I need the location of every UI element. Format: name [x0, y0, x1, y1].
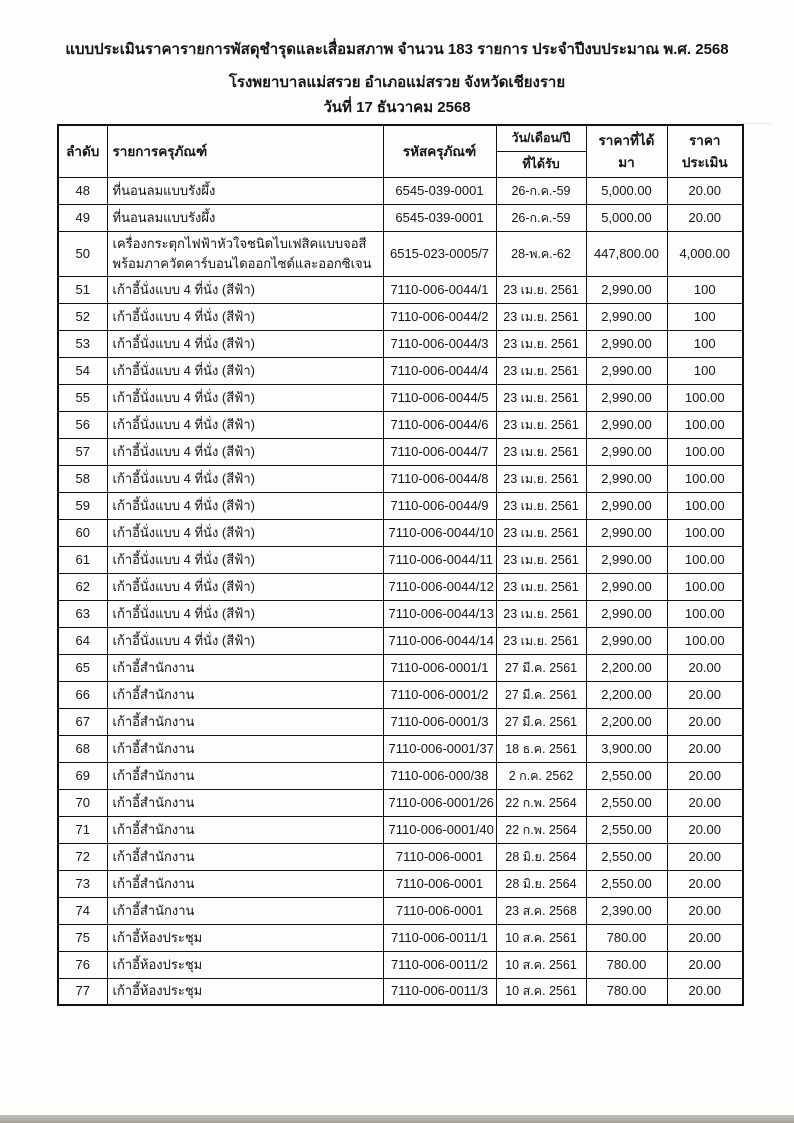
cell-no: 59 — [58, 492, 107, 519]
cell-code: 7110-006-0044/12 — [383, 573, 496, 600]
cell-item: เก้าอี้นั่งแบบ 4 ที่นั่ง (สีฟ้า) — [107, 384, 383, 411]
cell-date: 23 เม.ย. 2561 — [496, 276, 586, 303]
cell-no: 56 — [58, 411, 107, 438]
cell-assessed: 4,000.00 — [667, 231, 743, 276]
table-row — [58, 843, 743, 870]
cell-code: 7110-006-0044/3 — [383, 330, 496, 357]
table-header-row — [58, 125, 743, 151]
cell-code: 7110-006-0001/37 — [383, 735, 496, 762]
cell-item: เก้าอี้นั่งแบบ 4 ที่นั่ง (สีฟ้า) — [107, 438, 383, 465]
cell-item: เก้าอี้ห้องประชุม — [107, 924, 383, 951]
cell-code: 7110-006-0011/3 — [383, 978, 496, 1005]
table-row — [58, 177, 743, 204]
cell-no: 75 — [58, 924, 107, 951]
cell-acquired: 2,200.00 — [586, 681, 667, 708]
cell-date: 23 เม.ย. 2561 — [496, 546, 586, 573]
cell-assessed: 100.00 — [667, 384, 743, 411]
table-row — [58, 627, 743, 654]
cell-assessed: 20.00 — [667, 978, 743, 1005]
document-subtitle: โรงพยาบาลแม่สรวย อำเภอแม่สรวย จังหวัดเชียงราย — [228, 74, 566, 91]
cell-code: 6515-023-0005/7 — [383, 231, 496, 276]
cell-code: 7110-006-0001 — [383, 843, 496, 870]
cell-no: 77 — [58, 978, 107, 1005]
cell-item: เครื่องกระตุกไฟฟ้าหัวใจชนิดไบเฟสิคแบบจอสี พร้อมภาควัดคาร์บอนไดออกไซด์และออกซิเจน — [107, 231, 383, 276]
document-header — [0, 0, 794, 119]
cell-item: เก้าอี้นั่งแบบ 4 ที่นั่ง (สีฟ้า) — [107, 303, 383, 330]
document-date: วันที่ 17 ธันวาคม 2568 — [323, 99, 471, 116]
table-row — [58, 708, 743, 735]
cell-acquired: 2,550.00 — [586, 870, 667, 897]
cell-date: 23 เม.ย. 2561 — [496, 303, 586, 330]
cell-assessed: 100 — [667, 276, 743, 303]
cell-date: 10 ส.ค. 2561 — [496, 924, 586, 951]
cell-item: เก้าอี้สำนักงาน — [107, 843, 383, 870]
cell-item: เก้าอี้นั่งแบบ 4 ที่นั่ง (สีฟ้า) — [107, 546, 383, 573]
cell-no: 58 — [58, 465, 107, 492]
cell-assessed: 20.00 — [667, 924, 743, 951]
cell-assessed: 20.00 — [667, 681, 743, 708]
cell-date: 23 เม.ย. 2561 — [496, 600, 586, 627]
cell-date: 2 ก.ค. 2562 — [496, 762, 586, 789]
cell-item: เก้าอี้สำนักงาน — [107, 789, 383, 816]
cell-assessed: 100 — [667, 357, 743, 384]
cell-item: เก้าอี้นั่งแบบ 4 ที่นั่ง (สีฟ้า) — [107, 600, 383, 627]
table-row — [58, 231, 743, 276]
cell-date: 26-ก.ค.-59 — [496, 177, 586, 204]
document-title: แบบประเมินราคารายการพัสดุชำรุดและเสื่อมสภาพ จำนวน 183 รายการ ประจำปีงบประมาณ พ.ศ. 2568 — [65, 41, 729, 58]
cell-item: เก้าอี้นั่งแบบ 4 ที่นั่ง (สีฟ้า) — [107, 492, 383, 519]
cell-date: 23 เม.ย. 2561 — [496, 465, 586, 492]
cell-no: 73 — [58, 870, 107, 897]
cell-code: 7110-006-0044/7 — [383, 438, 496, 465]
cell-code: 7110-006-0011/2 — [383, 951, 496, 978]
cell-no: 61 — [58, 546, 107, 573]
cell-code: 6545-039-0001 — [383, 204, 496, 231]
cell-assessed: 100.00 — [667, 492, 743, 519]
cell-no: 55 — [58, 384, 107, 411]
cell-date: 23 เม.ย. 2561 — [496, 330, 586, 357]
cell-code: 7110-006-0044/14 — [383, 627, 496, 654]
cell-acquired: 780.00 — [586, 951, 667, 978]
cell-code: 7110-006-0044/8 — [383, 465, 496, 492]
cell-assessed: 20.00 — [667, 816, 743, 843]
cell-acquired: 2,990.00 — [586, 438, 667, 465]
cell-no: 71 — [58, 816, 107, 843]
cell-no: 68 — [58, 735, 107, 762]
cell-item: เก้าอี้นั่งแบบ 4 ที่นั่ง (สีฟ้า) — [107, 330, 383, 357]
table-row — [58, 519, 743, 546]
cell-acquired: 2,550.00 — [586, 843, 667, 870]
asset-table — [57, 124, 744, 1006]
cell-assessed: 20.00 — [667, 870, 743, 897]
table-body — [58, 177, 743, 1005]
cell-date: 22 ก.พ. 2564 — [496, 789, 586, 816]
cell-code: 7110-006-0044/2 — [383, 303, 496, 330]
cell-no: 65 — [58, 654, 107, 681]
cell-code: 7110-006-0011/1 — [383, 924, 496, 951]
cell-assessed: 20.00 — [667, 762, 743, 789]
cell-acquired: 2,990.00 — [586, 384, 667, 411]
cell-item: ที่นอนลมแบบรังผึ้ง — [107, 177, 383, 204]
cell-acquired: 2,990.00 — [586, 519, 667, 546]
cell-assessed: 100.00 — [667, 600, 743, 627]
cell-code: 7110-006-0044/4 — [383, 357, 496, 384]
cell-item: เก้าอี้สำนักงาน — [107, 870, 383, 897]
cell-assessed: 100.00 — [667, 546, 743, 573]
cell-assessed: 100.00 — [667, 465, 743, 492]
header-assessed-price: ราคาประเมิน — [667, 125, 743, 177]
cell-assessed: 20.00 — [667, 177, 743, 204]
cell-date: 23 เม.ย. 2561 — [496, 438, 586, 465]
cell-date: 27 มี.ค. 2561 — [496, 708, 586, 735]
cell-acquired: 2,200.00 — [586, 654, 667, 681]
table-row — [58, 978, 743, 1005]
cell-code: 7110-006-0001/1 — [383, 654, 496, 681]
cell-no: 48 — [58, 177, 107, 204]
cell-item: ที่นอนลมแบบรังผึ้ง — [107, 204, 383, 231]
cell-item: เก้าอี้สำนักงาน — [107, 681, 383, 708]
cell-no: 63 — [58, 600, 107, 627]
cell-item: เก้าอี้นั่งแบบ 4 ที่นั่ง (สีฟ้า) — [107, 465, 383, 492]
cell-item: เก้าอี้นั่งแบบ 4 ที่นั่ง (สีฟ้า) — [107, 519, 383, 546]
cell-no: 54 — [58, 357, 107, 384]
cell-acquired: 780.00 — [586, 924, 667, 951]
cell-item: เก้าอี้นั่งแบบ 4 ที่นั่ง (สีฟ้า) — [107, 627, 383, 654]
table-row — [58, 546, 743, 573]
cell-code: 6545-039-0001 — [383, 177, 496, 204]
table-header — [58, 125, 743, 177]
cell-acquired: 5,000.00 — [586, 204, 667, 231]
table-row — [58, 735, 743, 762]
cell-acquired: 2,990.00 — [586, 627, 667, 654]
cell-date: 23 เม.ย. 2561 — [496, 519, 586, 546]
cell-date: 23 เม.ย. 2561 — [496, 384, 586, 411]
scan-edge-shadow — [0, 1115, 794, 1123]
cell-acquired: 2,990.00 — [586, 357, 667, 384]
cell-code: 7110-006-0001/2 — [383, 681, 496, 708]
header-code: รหัสครุภัณฑ์ — [383, 125, 496, 177]
cell-acquired: 447,800.00 — [586, 231, 667, 276]
header-acquired-price: ราคาที่ได้มา — [586, 125, 667, 177]
cell-no: 50 — [58, 231, 107, 276]
header-date-line2: ที่ได้รับ — [496, 151, 586, 177]
table-row — [58, 384, 743, 411]
cell-assessed: 100.00 — [667, 438, 743, 465]
cell-no: 51 — [58, 276, 107, 303]
table-row — [58, 924, 743, 951]
cell-code: 7110-006-0001 — [383, 870, 496, 897]
cell-code: 7110-006-0044/9 — [383, 492, 496, 519]
header-date-line1: วัน/เดือน/ปี — [496, 125, 586, 151]
cell-no: 72 — [58, 843, 107, 870]
cell-no: 66 — [58, 681, 107, 708]
cell-no: 64 — [58, 627, 107, 654]
table-row — [58, 357, 743, 384]
cell-assessed: 100.00 — [667, 519, 743, 546]
cell-date: 23 ส.ค. 2568 — [496, 897, 586, 924]
cell-assessed: 20.00 — [667, 951, 743, 978]
cell-date: 27 มี.ค. 2561 — [496, 654, 586, 681]
cell-item: เก้าอี้นั่งแบบ 4 ที่นั่ง (สีฟ้า) — [107, 276, 383, 303]
table-row — [58, 789, 743, 816]
cell-item: เก้าอี้สำนักงาน — [107, 816, 383, 843]
cell-assessed: 100 — [667, 330, 743, 357]
cell-acquired: 2,550.00 — [586, 789, 667, 816]
cell-assessed: 20.00 — [667, 897, 743, 924]
table-row — [58, 492, 743, 519]
cell-item: เก้าอี้นั่งแบบ 4 ที่นั่ง (สีฟ้า) — [107, 357, 383, 384]
cell-item: เก้าอี้ห้องประชุม — [107, 951, 383, 978]
cell-acquired: 2,990.00 — [586, 492, 667, 519]
cell-date: 10 ส.ค. 2561 — [496, 978, 586, 1005]
cell-assessed: 20.00 — [667, 843, 743, 870]
table-row — [58, 951, 743, 978]
cell-no: 67 — [58, 708, 107, 735]
cell-code: 7110-006-0044/1 — [383, 276, 496, 303]
cell-date: 23 เม.ย. 2561 — [496, 573, 586, 600]
cell-date: 23 เม.ย. 2561 — [496, 627, 586, 654]
cell-item: เก้าอี้นั่งแบบ 4 ที่นั่ง (สีฟ้า) — [107, 573, 383, 600]
cell-acquired: 2,550.00 — [586, 762, 667, 789]
table-row — [58, 870, 743, 897]
cell-code: 7110-006-0044/5 — [383, 384, 496, 411]
cell-assessed: 100.00 — [667, 627, 743, 654]
cell-acquired: 2,990.00 — [586, 546, 667, 573]
cell-date: 28 มิ.ย. 2564 — [496, 843, 586, 870]
cell-no: 62 — [58, 573, 107, 600]
cell-item: เก้าอี้ห้องประชุม — [107, 978, 383, 1005]
table-row — [58, 762, 743, 789]
cell-date: 27 มี.ค. 2561 — [496, 681, 586, 708]
cell-no: 52 — [58, 303, 107, 330]
cell-date: 28-พ.ค.-62 — [496, 231, 586, 276]
cell-date: 23 เม.ย. 2561 — [496, 357, 586, 384]
cell-acquired: 2,990.00 — [586, 600, 667, 627]
cell-item: เก้าอี้สำนักงาน — [107, 708, 383, 735]
cell-no: 53 — [58, 330, 107, 357]
cell-code: 7110-006-000/38 — [383, 762, 496, 789]
cell-item: เก้าอี้สำนักงาน — [107, 654, 383, 681]
table-row — [58, 573, 743, 600]
cell-code: 7110-006-0001/40 — [383, 816, 496, 843]
cell-code: 7110-006-0044/6 — [383, 411, 496, 438]
cell-acquired: 2,990.00 — [586, 303, 667, 330]
cell-acquired: 2,550.00 — [586, 816, 667, 843]
cell-acquired: 2,990.00 — [586, 573, 667, 600]
table-row — [58, 681, 743, 708]
table-row — [58, 438, 743, 465]
table-row — [58, 654, 743, 681]
cell-acquired: 3,900.00 — [586, 735, 667, 762]
cell-assessed: 100.00 — [667, 411, 743, 438]
cell-acquired: 5,000.00 — [586, 177, 667, 204]
cell-assessed: 20.00 — [667, 789, 743, 816]
cell-assessed: 20.00 — [667, 204, 743, 231]
table-row — [58, 816, 743, 843]
cell-item: เก้าอี้สำนักงาน — [107, 735, 383, 762]
cell-no: 49 — [58, 204, 107, 231]
cell-assessed: 20.00 — [667, 708, 743, 735]
cell-assessed: 100.00 — [667, 573, 743, 600]
cell-code: 7110-006-0001 — [383, 897, 496, 924]
cell-assessed: 20.00 — [667, 735, 743, 762]
cell-date: 22 ก.พ. 2564 — [496, 816, 586, 843]
cell-code: 7110-006-0001/26 — [383, 789, 496, 816]
cell-no: 60 — [58, 519, 107, 546]
cell-acquired: 2,990.00 — [586, 276, 667, 303]
scan-artifact-line — [741, 123, 771, 124]
table-row — [58, 465, 743, 492]
cell-date: 26-ก.ค.-59 — [496, 204, 586, 231]
cell-assessed: 20.00 — [667, 654, 743, 681]
cell-item: เก้าอี้สำนักงาน — [107, 762, 383, 789]
cell-date: 10 ส.ค. 2561 — [496, 951, 586, 978]
cell-date: 23 เม.ย. 2561 — [496, 492, 586, 519]
cell-date: 28 มิ.ย. 2564 — [496, 870, 586, 897]
cell-item: เก้าอี้สำนักงาน — [107, 897, 383, 924]
cell-code: 7110-006-0044/11 — [383, 546, 496, 573]
table-row — [58, 411, 743, 438]
cell-acquired: 2,990.00 — [586, 465, 667, 492]
header-item: รายการครุภัณฑ์ — [107, 125, 383, 177]
cell-item: เก้าอี้นั่งแบบ 4 ที่นั่ง (สีฟ้า) — [107, 411, 383, 438]
cell-no: 70 — [58, 789, 107, 816]
cell-code: 7110-006-0044/13 — [383, 600, 496, 627]
cell-no: 57 — [58, 438, 107, 465]
cell-acquired: 2,990.00 — [586, 330, 667, 357]
cell-assessed: 100 — [667, 303, 743, 330]
header-no: ลำดับ — [58, 125, 107, 177]
table-row — [58, 204, 743, 231]
cell-no: 69 — [58, 762, 107, 789]
table-row — [58, 897, 743, 924]
table-row — [58, 330, 743, 357]
cell-acquired: 780.00 — [586, 978, 667, 1005]
table-row — [58, 600, 743, 627]
cell-acquired: 2,200.00 — [586, 708, 667, 735]
cell-date: 23 เม.ย. 2561 — [496, 411, 586, 438]
cell-no: 74 — [58, 897, 107, 924]
table-row — [58, 276, 743, 303]
cell-acquired: 2,390.00 — [586, 897, 667, 924]
cell-no: 76 — [58, 951, 107, 978]
cell-acquired: 2,990.00 — [586, 411, 667, 438]
cell-code: 7110-006-0001/3 — [383, 708, 496, 735]
cell-code: 7110-006-0044/10 — [383, 519, 496, 546]
cell-date: 18 ธ.ค. 2561 — [496, 735, 586, 762]
table-row — [58, 303, 743, 330]
